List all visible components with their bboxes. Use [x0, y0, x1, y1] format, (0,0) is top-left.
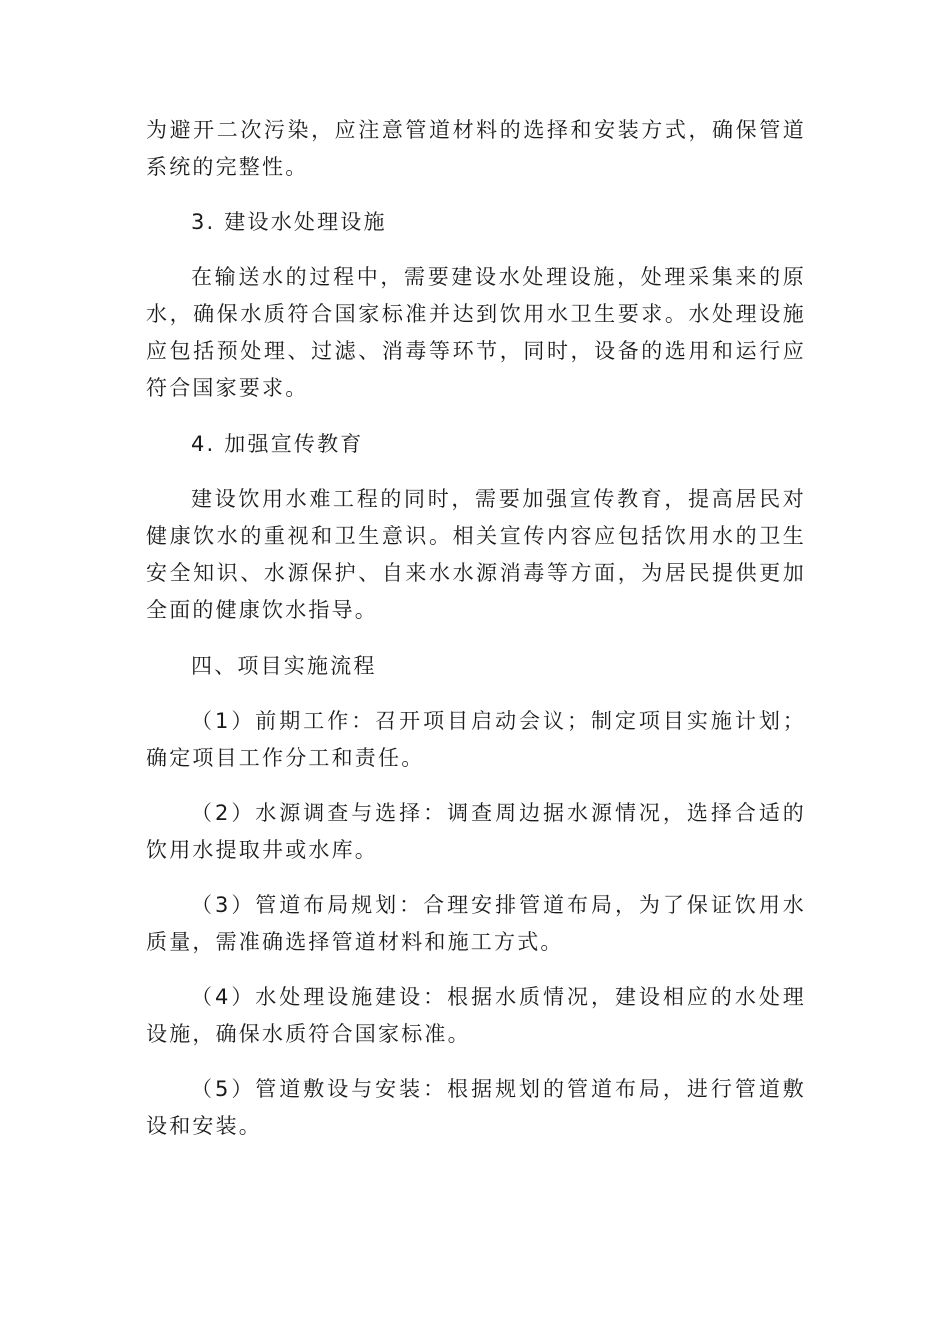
step-1: （1）前期工作：召开项目启动会议；制定项目实施计划；确定项目工作分工和责任。 [146, 709, 806, 770]
step-3: （3）管道布局规划：合理安排管道布局，为了保证饮用水质量，需准确选择管道材料和施工方式。 [146, 893, 806, 954]
step-2: （2）水源调查与选择：调查周边据水源情况，选择合适的饮用水提取井或水库。 [146, 801, 806, 862]
paragraph-publicity: 建设饮用水难工程的同时，需要加强宣传教育，提高居民对健康饮水的重视和卫生意识。相关宣传内容应包括饮用水的卫生安全知识、水源保护、自来水水源消毒等方面，为居民提供更加全面的健康饮水指导。 [146, 487, 806, 622]
paragraph-water-treatment: 在输送水的过程中，需要建设水处理设施，处理采集来的原水，确保水质符合国家标准并达到饮用水卫生要求。水处理设施应包括预处理、过滤、消毒等环节，同时，设备的选用和运行应符合国家要求。 [146, 265, 806, 400]
step-4: （4）水处理设施建设：根据水质情况，建设相应的水处理设施，确保水质符合国家标准。 [146, 985, 806, 1046]
heading-publicity: 4. 加强宣传教育 [191, 432, 364, 456]
paragraph-pipe-integrity: 为避开二次污染，应注意管道材料的选择和安装方式，确保管道系统的完整性。 [146, 118, 806, 179]
heading-water-treatment: 3. 建设水处理设施 [191, 210, 387, 234]
step-5: （5）管道敷设与安装：根据规划的管道布局，进行管道敷设和安装。 [146, 1077, 806, 1138]
heading-implementation: 四、项目实施流程 [191, 654, 377, 678]
